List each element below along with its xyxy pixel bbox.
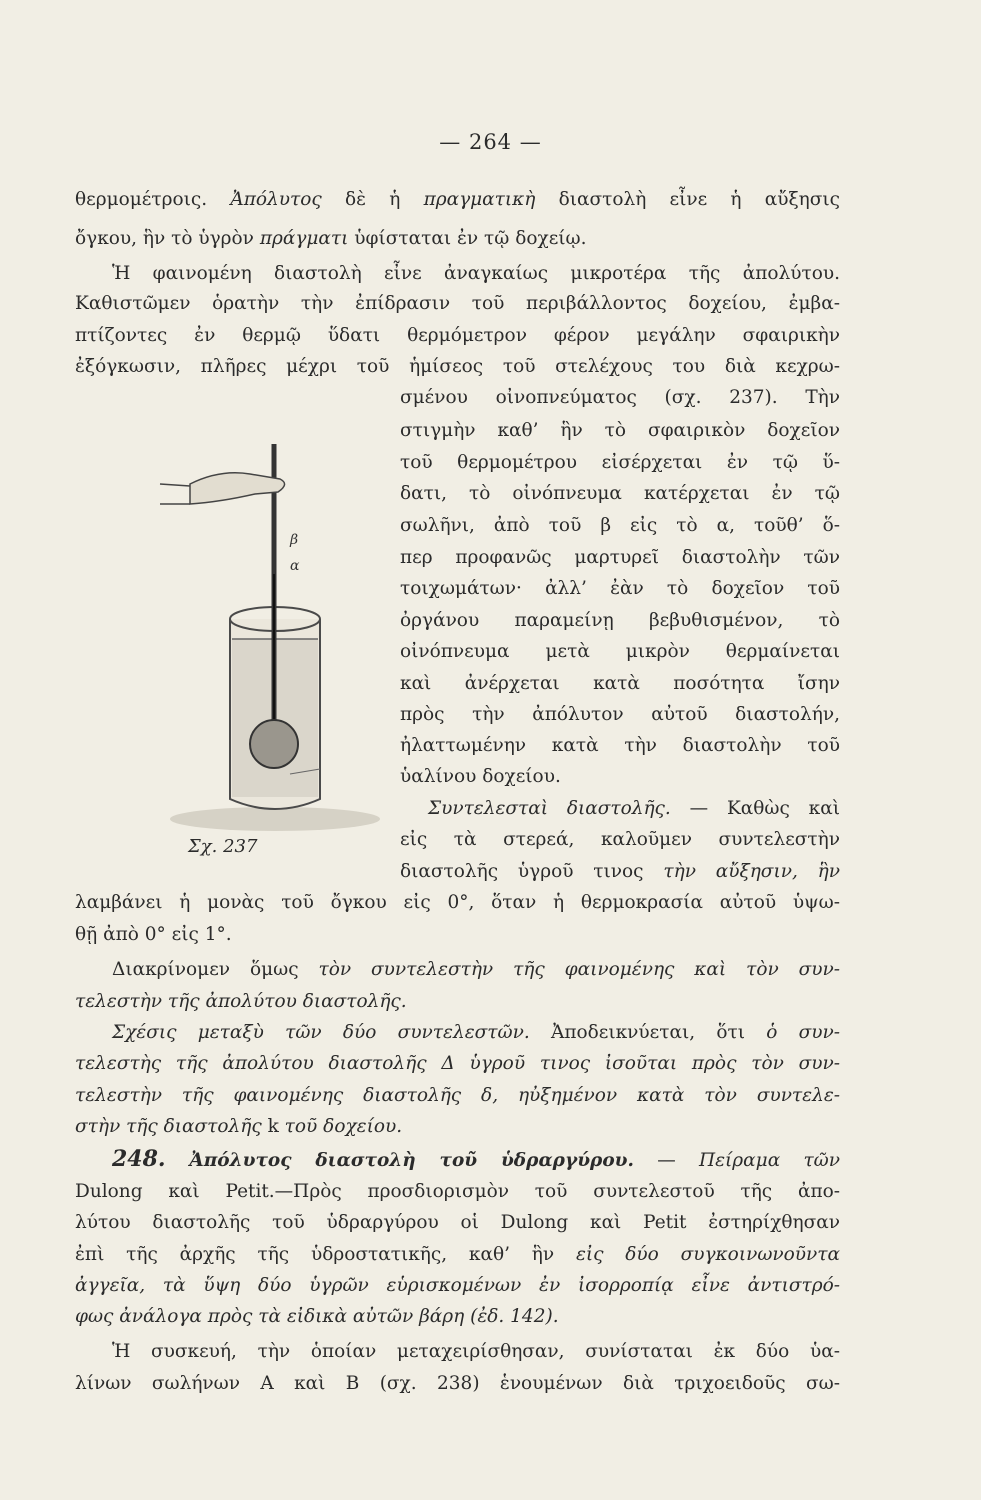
text-line bbox=[112, 958, 840, 982]
text-run: ὑφίσταται ἐν τῷ δοχείῳ. bbox=[348, 228, 587, 249]
text-line: τελεστὴν τῆς ἀπολύτου διαστολῆς. bbox=[75, 991, 407, 1012]
text-run: θερμομέτροις. bbox=[75, 189, 208, 210]
text-run: στὴν τῆς διαστολῆς bbox=[75, 1116, 268, 1137]
text-line: ἐξόγκωσιν, πλῆρες μέχρι τοῦ ἡμίσεος τοῦ στελέχους του διὰ κεχρω- bbox=[75, 356, 840, 377]
text-run: k bbox=[267, 1116, 279, 1137]
text-line: φως ἀνάλογα πρὸς τὰ εἰδικὰ αὐτῶν βάρη (ἐδ. 142). bbox=[75, 1306, 559, 1327]
text-run: εἰς δύο συγκοινωνοῦντα bbox=[575, 1244, 841, 1265]
text-run: πράγματι bbox=[259, 228, 349, 249]
text-run: ὄγκου, ἣν τὸ ὑγρὸν bbox=[75, 228, 260, 249]
thermometer-bulb bbox=[250, 720, 298, 768]
label-b: β bbox=[290, 532, 299, 548]
figure-caption: Σχ. 237 bbox=[188, 836, 258, 857]
text-line: ὑαλίνου δοχείου. bbox=[400, 766, 561, 787]
text-line: ἠλαττωμένην κατὰ τὴν διαστολὴν τοῦ bbox=[400, 735, 840, 756]
section-heading bbox=[112, 1147, 840, 1173]
text-run: Συντελεσταὶ διαστολῆς. bbox=[428, 798, 671, 819]
text-line: πτίζοντες ἐν θερμῷ ὕδατι θερμόμετρον φέρον μεγάλην σφαιρικὴν bbox=[75, 325, 840, 346]
text-line: τελεστὴν τῆς φαινομένης διαστολῆς δ, ηὐξημένον κατὰ τὸν συντελε- bbox=[75, 1085, 840, 1106]
text-run: Ἀπόλυτος bbox=[207, 189, 322, 210]
text-line: οἰνόπνευμα μετὰ μικρὸν θερμαίνεται bbox=[400, 641, 840, 662]
text-line: Dulong καὶ Petit.—Πρὸς προσδιορισμὸν τοῦ συντελεστοῦ τῆς ἀπο- bbox=[75, 1181, 840, 1202]
text-run: — Καθὼς καὶ bbox=[670, 798, 840, 819]
text-line: δατι, τὸ οἰνόπνευμα κατέρχεται ἐν τῷ bbox=[400, 483, 840, 504]
page-number: — 264 — bbox=[439, 130, 542, 154]
text-run: Πείραμα τῶν bbox=[698, 1150, 841, 1171]
text-line: Ἡ συσκευή, τὴν ὁποίαν μεταχειρίσθησαν, συνίσταται ἐκ δύο ὑα- bbox=[112, 1341, 840, 1362]
text-line: τοῦ θερμομέτρου εἰσέρχεται ἐν τῷ ὕ- bbox=[400, 452, 840, 473]
section-title: Ἀπόλυτος διαστολὴ τοῦ ὑδραργύρου. bbox=[165, 1150, 634, 1171]
text-line: σωλῆνι, ἀπὸ τοῦ β εἰς τὸ α, τοῦθ’ ὅ- bbox=[400, 515, 840, 536]
text-line bbox=[400, 860, 840, 884]
text-run: ὁ συν- bbox=[766, 1022, 840, 1043]
text-run: πραγματικὴ bbox=[423, 189, 536, 210]
section-number: 248. bbox=[112, 1146, 166, 1172]
hand bbox=[190, 473, 285, 504]
text-line bbox=[75, 227, 840, 251]
thermometer-figure bbox=[150, 424, 390, 834]
text-run: δὲ ἡ bbox=[321, 189, 424, 210]
text-line: εἰς τὰ στερεά, καλοῦμεν συντελεστὴν bbox=[400, 829, 840, 850]
text-run: διαστολὴ εἶνε ἡ αὔξησις bbox=[535, 189, 840, 210]
text-line bbox=[112, 1021, 840, 1045]
text-line bbox=[428, 797, 840, 821]
text-line: λύτου διαστολῆς τοῦ ὑδραργύρου οἱ Dulong καὶ Petit ἐστηρίχθησαν bbox=[75, 1212, 840, 1233]
text-line: στιγμὴν καθ’ ἣν τὸ σφαιρικὸν δοχεῖον bbox=[400, 420, 840, 441]
text-line: λίνων σωλήνων Α καὶ Β (σχ. 238) ἑνουμένων διὰ τριχοειδοῦς σω- bbox=[75, 1373, 840, 1394]
text-line: θῇ ἀπὸ 0° εἰς 1°. bbox=[75, 924, 232, 945]
text-run: Διακρίνομεν ὅμως bbox=[112, 959, 319, 980]
text-line: πρὸς τὴν ἀπόλυτον αὐτοῦ διαστολήν, bbox=[400, 704, 840, 725]
text-line: Ἡ φαινομένη διαστολὴ εἶνε ἀναγκαίως μικροτέρα τῆς ἀπολύτου. bbox=[112, 263, 840, 284]
text-line: λαμβάνει ἡ μονὰς τοῦ ὄγκου εἰς 0°, ὅταν ἡ θερμοκρασία αὐτοῦ ὑψω- bbox=[75, 892, 840, 913]
text-line: ἀγγεῖα, τὰ ὕψη δύο ὑγρῶν εὑρισκομένων ἐν ἰσορροπίᾳ εἶνε ἀντιστρό- bbox=[75, 1275, 840, 1296]
text-run: ἐπὶ τῆς ἀρχῆς τῆς ὑδροστατικῆς, καθ’ ἣν bbox=[75, 1244, 576, 1265]
text-line: Καθιστῶμεν ὁρατὴν τὴν ἐπίδρασιν τοῦ περιβάλλοντος δοχείου, ἐμβα- bbox=[75, 293, 840, 314]
text-line: τελεστὴς τῆς ἀπολύτου διαστολῆς Δ ὑγροῦ τινος ἰσοῦται πρὸς τὸν συν- bbox=[75, 1053, 840, 1074]
text-line: ὀργάνου παραμείνῃ βεβυθισμένον, τὸ bbox=[400, 610, 840, 631]
cuff bbox=[160, 484, 190, 486]
label-a: α bbox=[290, 558, 300, 574]
text-line bbox=[75, 188, 840, 212]
text-run: διαστολῆς ὑγροῦ τινος bbox=[400, 861, 664, 882]
text-line: τοιχωμάτων· ἀλλ’ ἐὰν τὸ δοχεῖον τοῦ bbox=[400, 578, 840, 599]
text-run: τὴν αὔξησιν, ἣν bbox=[663, 861, 840, 882]
text-line: περ προφανῶς μαρτυρεῖ διαστολὴν τῶν bbox=[400, 547, 840, 568]
text-run: Ἀποδεικνύεται, ὅτι bbox=[529, 1022, 767, 1043]
text-line bbox=[75, 1243, 840, 1267]
text-line bbox=[75, 1115, 840, 1139]
text-line: σμένου οἰνοπνεύματος (σχ. 237). Τὴν bbox=[400, 387, 840, 408]
text-run: τοῦ δοχείου. bbox=[278, 1116, 403, 1137]
text-run: τὸν συντελεστὴν τῆς φαινομένης καὶ τὸν συν- bbox=[318, 959, 841, 980]
text-run: Σχέσις μεταξὺ τῶν δύο συντελεστῶν. bbox=[112, 1022, 530, 1043]
text-line: καὶ ἀνέρχεται κατὰ ποσότητα ἴσην bbox=[400, 673, 840, 694]
table-shadow bbox=[170, 807, 380, 831]
text-run: — bbox=[633, 1150, 699, 1171]
